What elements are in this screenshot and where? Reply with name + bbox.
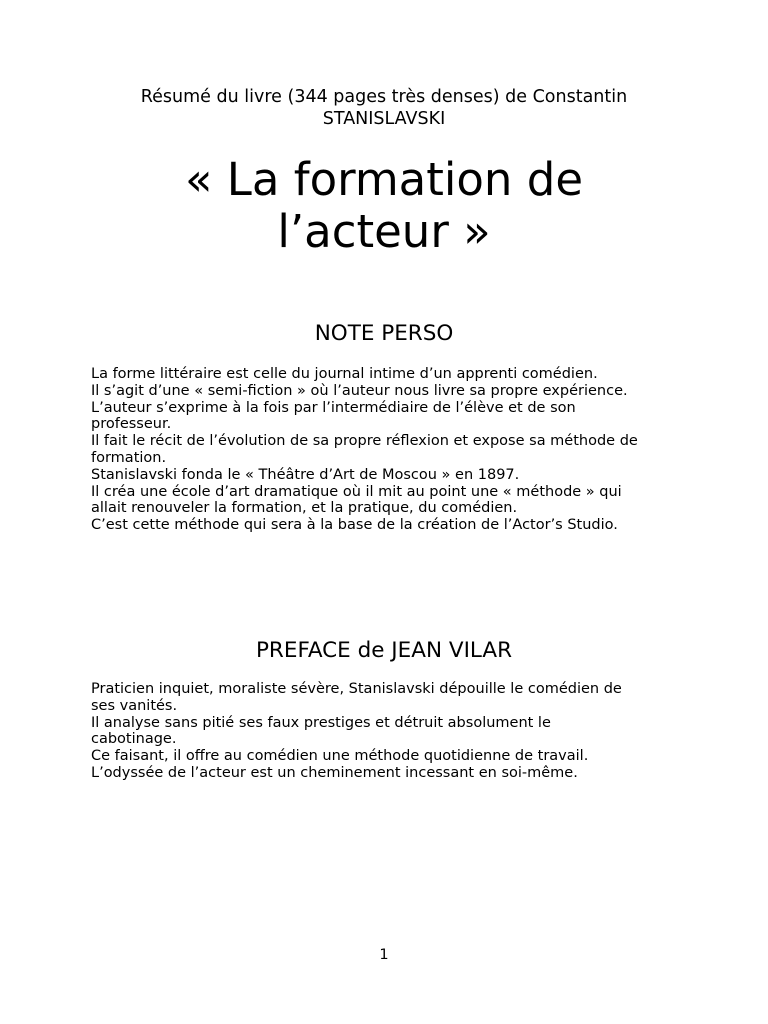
note-line: allait renouveler la formation, et la pratique, du comédien. [91, 500, 518, 517]
note-line: Il s’agit d’une « semi-fiction » où l’auteur nous livre sa propre expérience. [91, 382, 628, 399]
preface-paragraph [91, 681, 691, 782]
note-perso-paragraph [91, 366, 691, 534]
note-line: Il fait le récit de l’évolution de sa propre réflexion et expose sa méthode de [91, 433, 638, 450]
note-line: professeur. [91, 416, 172, 433]
note-line: La forme littéraire est celle du journal intime d’un apprenti comédien. [91, 366, 598, 382]
preface-line: Ce faisant, il offre au comédien une méthode quotidienne de travail. [91, 748, 589, 765]
note-line: C’est cette méthode qui sera à la base de la création de l’Actor’s Studio. [91, 517, 618, 534]
note-perso-heading: NOTE PERSO [314, 321, 454, 346]
preface-line: cabotinage. [91, 731, 177, 748]
note-line: formation. [91, 449, 167, 466]
title-line-1: « La formation de [184, 153, 584, 206]
document-subtitle [0, 86, 768, 130]
preface-line: L’odyssée de l’acteur est un cheminement incessant en soi-même. [91, 764, 578, 781]
subtitle-line-1: Résumé du livre (344 pages très denses) de Constantin [140, 87, 628, 107]
subtitle-line-2: STANISLAVSKI [322, 109, 446, 129]
preface-line: ses vanités. [91, 697, 178, 714]
preface-line: Praticien inquiet, moraliste sévère, Stanislavski dépouille le comédien de [91, 681, 622, 697]
note-line: Il créa une école d’art dramatique où il mit au point une « méthode » qui [91, 483, 622, 500]
note-line: L’auteur s’exprime à la fois par l’intermédiaire de l’élève et de son [91, 399, 576, 416]
document-title [0, 154, 768, 258]
preface-heading: PREFACE de JEAN VILAR [255, 638, 513, 663]
preface-line: Il analyse sans pitié ses faux prestiges et détruit absolument le [91, 714, 551, 731]
page-number: 1 [379, 947, 389, 963]
note-line: Stanislavski fonda le « Théâtre d’Art de Moscou » en 1897. [91, 466, 520, 483]
title-line-2: l’acteur » [277, 205, 491, 258]
